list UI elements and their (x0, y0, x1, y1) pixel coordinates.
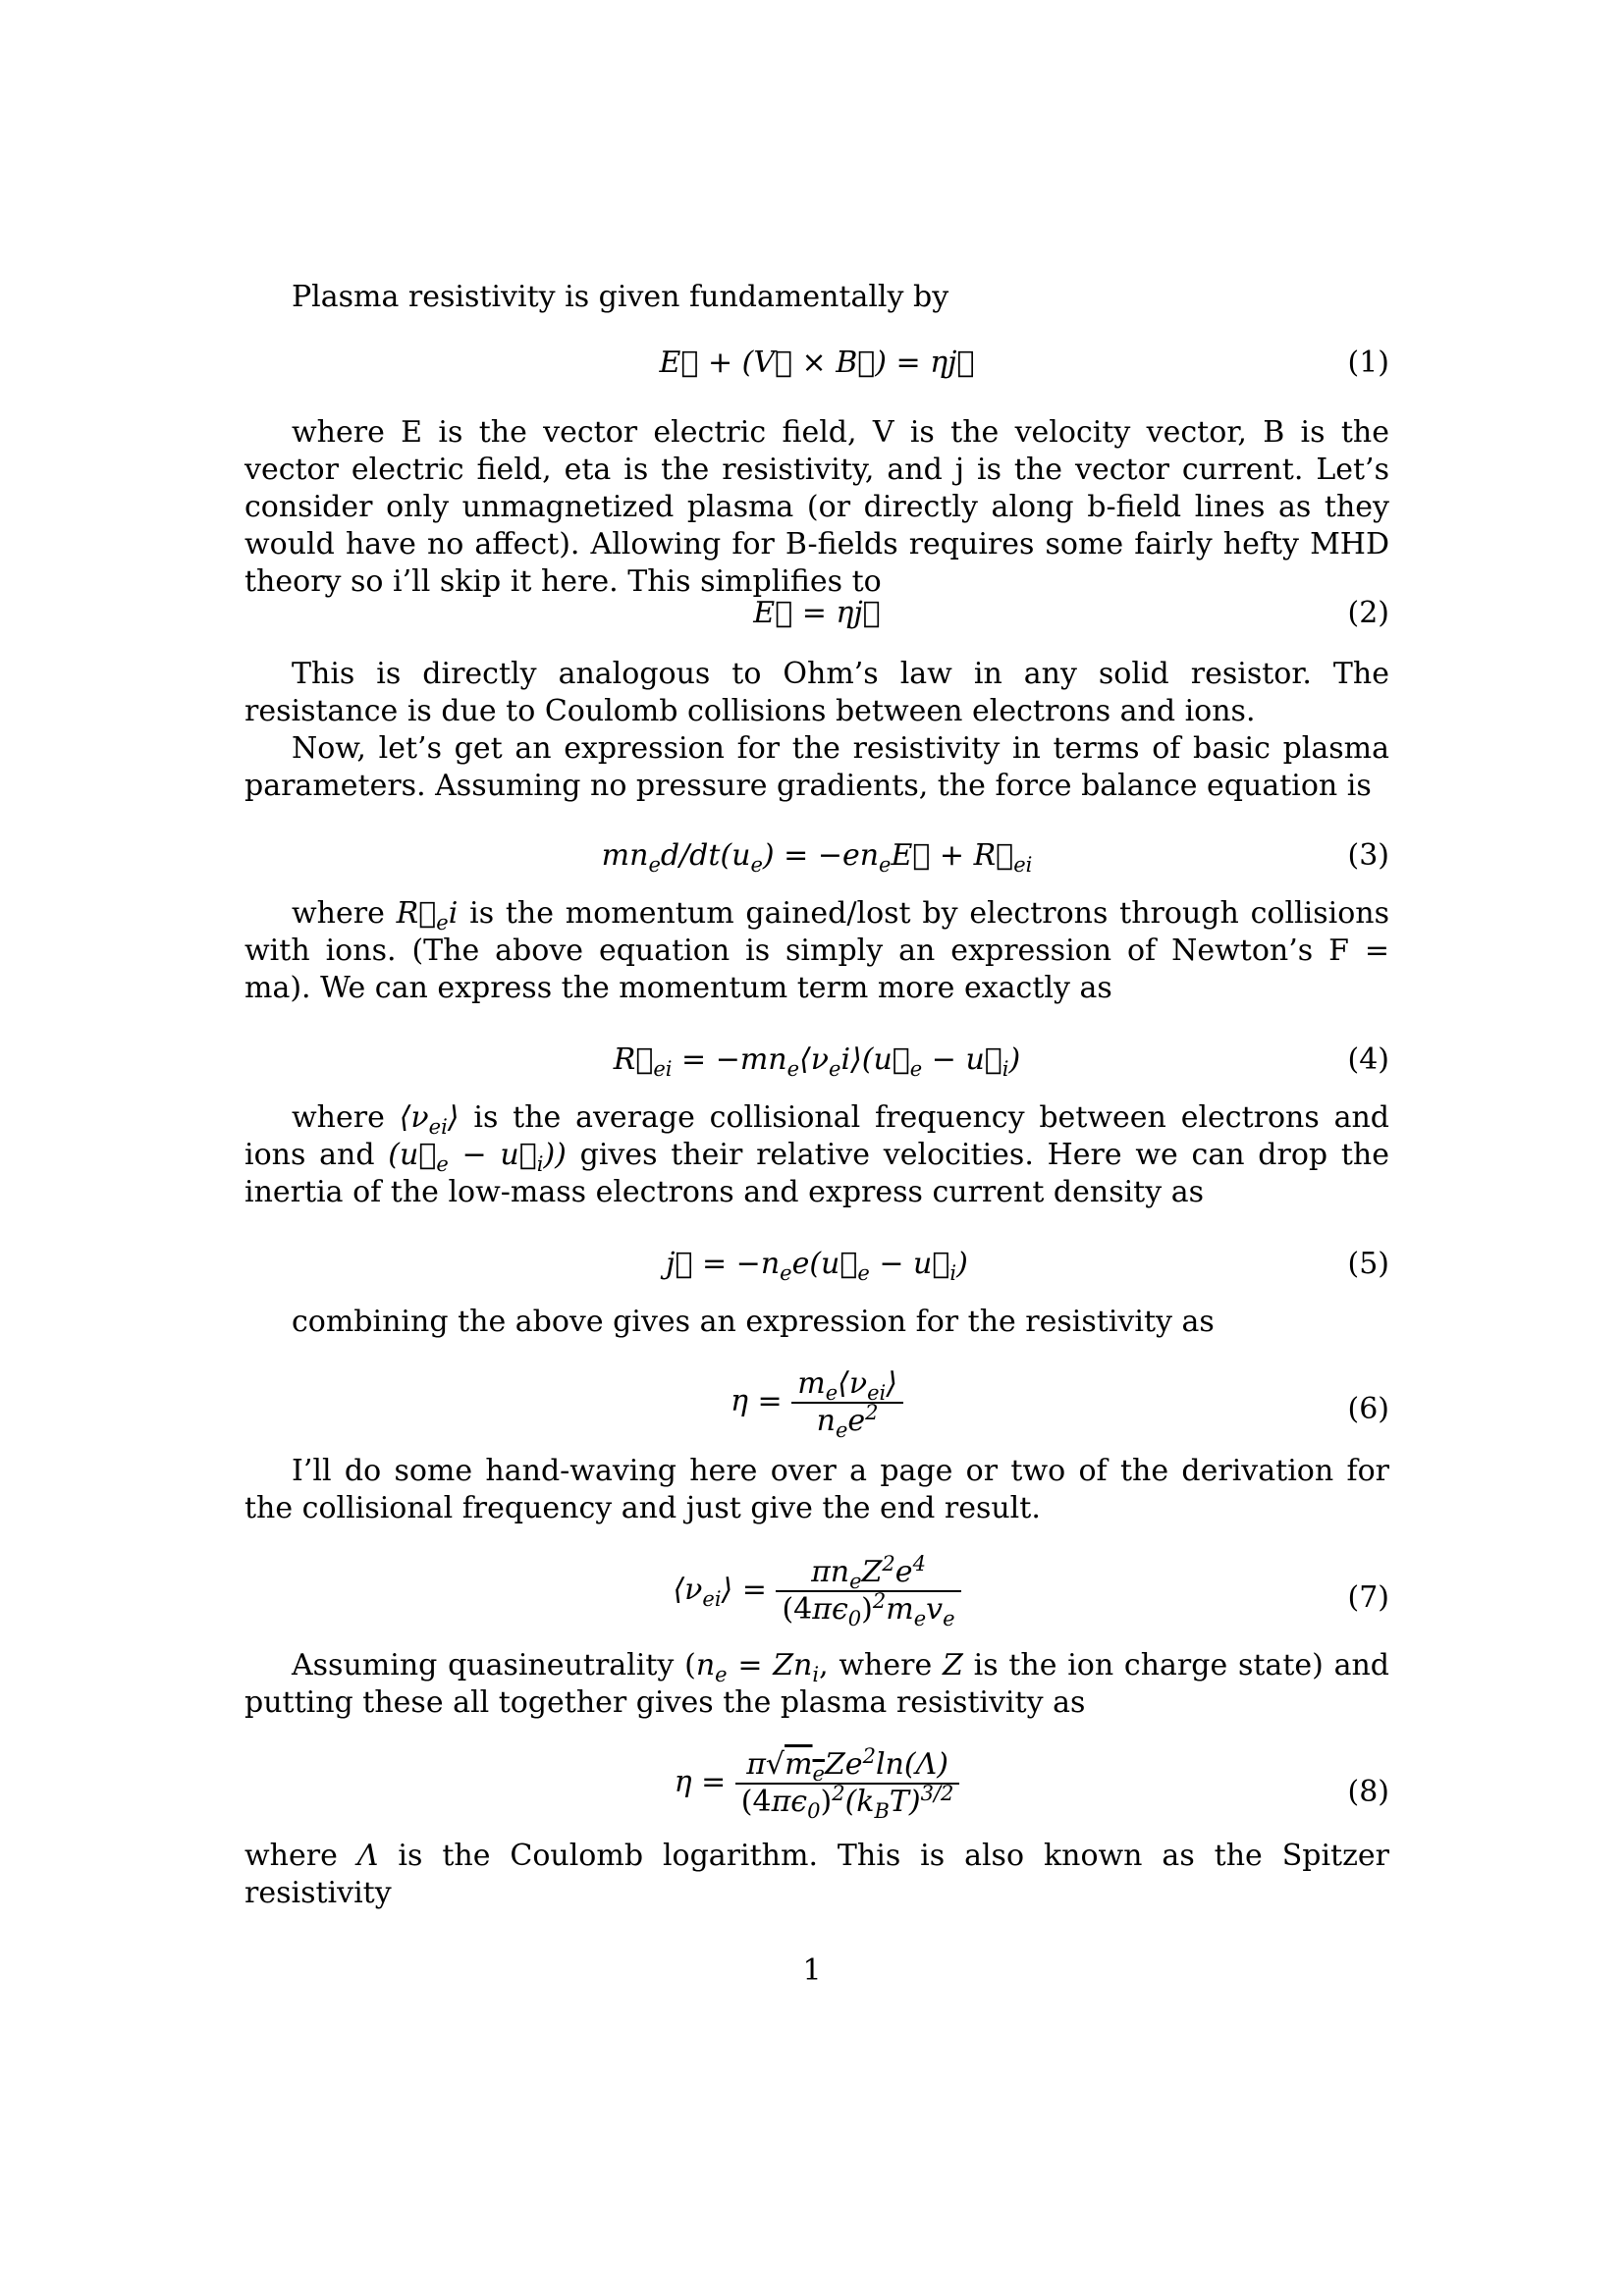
equation-5-number: (5) (1347, 1247, 1389, 1281)
equation-4-body: $R⃗_{ei}$ = $-mn_e⟨\nu_ei⟩(u⃗_e$ − $u⃗_i$) (613, 1042, 1021, 1081)
paragraph-quasineutrality: Assuming quasineutrality ($n_e = Zn_i$, where Z is the ion charge state) and putting these all together gives the plasma resistivity as (244, 1648, 1389, 1720)
equation-5-body: j⃗ = $-n_ee(u⃗_e$ − $u⃗_i$) (666, 1247, 968, 1285)
paragraph-momentum-text: is the momentum gained/lost by electrons through collisions with ions. (The above equation is simply an expression of Newton’s F = ma). We can express the momentum term more exactly as (244, 896, 1390, 1005)
word-where-2: where (292, 1100, 385, 1135)
equation-8-number: (8) (1347, 1775, 1389, 1809)
paragraph-force-balance (244, 730, 1389, 805)
paragraph-quasineutrality-text-b: , where (819, 1648, 933, 1682)
equation-7 (244, 1552, 1389, 1649)
paragraph-intro-text: Plasma resistivity is given fundamentally by (292, 280, 949, 314)
paragraph-momentum: where $R⃗_ei$ is the momentum gained/lost by electrons through collisions with ions. (The above equation is simply an expression of Newton’s F = ma). We can express the momentum term more exactly as (244, 896, 1390, 1005)
equation-6 (244, 1366, 1389, 1461)
paragraph-definitions (244, 414, 1389, 601)
equation-8-body: η = $\frac{\pi√m_eZe^2\ln(\Lambda)}{(4\pi\epsilon_0)^2(k_BT)^{3/2}}$ (244, 1747, 1389, 1820)
equation-7-number: (7) (1347, 1580, 1389, 1615)
equation-3-body: $mn_ed/dt(u_e)$ = $-en_eE⃗$ + $R⃗_{ei}$ (601, 838, 1033, 877)
paragraph-collision-frequency: where $⟨\nu_{ei}⟩$ is the average collisional frequency between electrons and ions and ($u⃗_e$ − $u⃗_i$)) gives their relative velocities. Here we can drop the inertia of the low-mass electrons and express current density as (244, 1100, 1389, 1209)
equation-4-number: (4) (1347, 1042, 1389, 1077)
equation-1-body: E⃗ + (V⃗ × B⃗) = ηj⃗ (659, 346, 975, 380)
paragraph-handwaving (244, 1453, 1389, 1527)
paragraph-ohm-text: This is directly analogous to Ohm’s law in any solid resistor. The resistance is due to Coulomb collisions between electrons and ions. (244, 657, 1389, 728)
paragraph-collision-frequency-text: is the average collisional frequency between electrons and ions and (244, 1100, 1389, 1172)
paragraph-force-balance-text: Now, let’s get an expression for the resistivity in terms of basic plasma parameters. Assuming no pressure gradients, the force balance equation is (244, 731, 1389, 803)
word-where-3: where (244, 1839, 338, 1873)
paragraph-intro (244, 279, 1389, 316)
equation-6-number: (6) (1347, 1392, 1389, 1426)
equation-1-number: (1) (1347, 346, 1389, 380)
paragraph-quasineutrality-text-a: Assuming quasineutrality ( (292, 1648, 696, 1682)
paragraph-spitzer-text: is the Coulomb logarithm. This is also known as the Spitzer resistivity (244, 1839, 1389, 1910)
paragraph-spitzer: where Λ is the Coulomb logarithm. This is also known as the Spitzer resistivity (244, 1839, 1389, 1910)
equation-3-number: (3) (1347, 838, 1389, 873)
equation-7-body: $⟨\nu_{ei}⟩$ = $\frac{\pi n_eZ^2e^4}{(4\pi\epsilon_0)^2m_ev_e}$ (244, 1555, 1389, 1628)
equation-4 (244, 1035, 1389, 1094)
word-where: where (292, 896, 385, 931)
equation-5 (244, 1239, 1389, 1298)
paragraph-ohm (244, 656, 1389, 730)
paragraph-handwaving-text: I’ll do some hand-waving here over a page or two of the derivation for the collisional frequency and just give the end result. (244, 1454, 1389, 1525)
paragraph-quasineutrality-text-c: is the ion charge state) and putting these all together gives the plasma resistivity as (244, 1648, 1389, 1720)
equation-2 (244, 590, 1389, 649)
equation-2-body: E⃗ = ηj⃗ (753, 596, 881, 630)
equation-8 (244, 1744, 1389, 1845)
paragraph-definitions-text: where E is the vector electric field, V is the velocity vector, B is the vector electric field, eta is the resistivity, and j is the vector current. Let’s consider only unmagnetized plasma (or directly along b-field lines as they would have no affect). Allowing for B-fields requires some fairly hefty MHD theory so i’ll skip it here. This simplifies to (244, 415, 1389, 599)
page-number: 1 (802, 1953, 822, 1988)
paragraph-combining (244, 1304, 1389, 1341)
equation-3 (244, 830, 1389, 889)
paragraph-collision-frequency-text-2: gives their relative velocities. Here we can drop the inertia of the low-mass electrons and express current density as (244, 1138, 1389, 1209)
paragraph-combining-text: combining the above gives an expression for the resistivity as (292, 1305, 1215, 1339)
equation-1 (244, 338, 1389, 397)
equation-2-number: (2) (1347, 596, 1389, 630)
equation-6-body: η = $\frac{m_e⟨\nu_{ei}⟩}{n_ee^2}$ (244, 1366, 1389, 1439)
